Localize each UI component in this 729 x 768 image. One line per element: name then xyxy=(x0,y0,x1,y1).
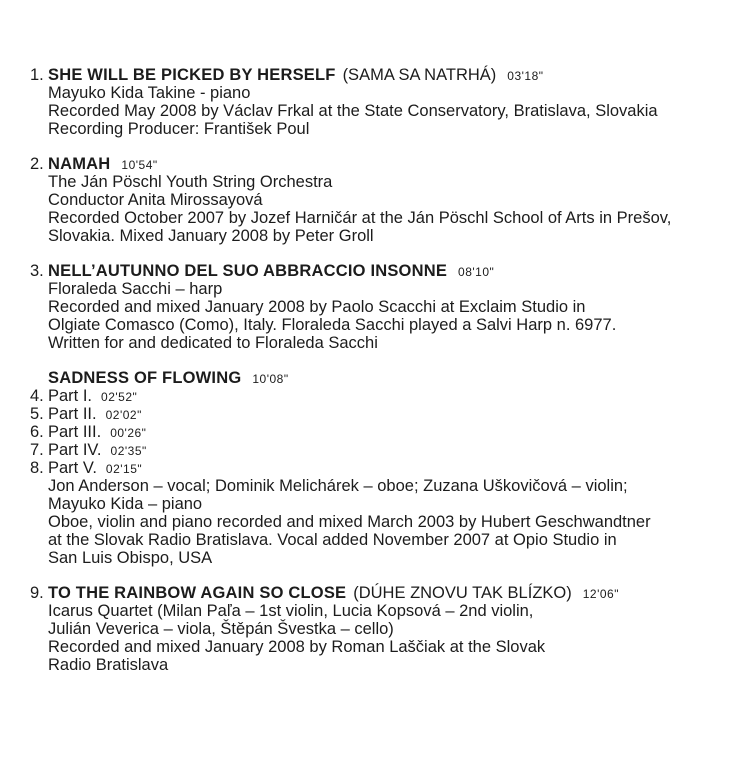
track-title-line xyxy=(30,262,709,280)
track-detail-line: Conductor Anita Mirossayová xyxy=(48,191,263,209)
track-subtitle: (DÚHE ZNOVU TAK BLÍZKO) xyxy=(353,584,572,602)
track-title-line xyxy=(30,155,709,173)
track-title: SHE WILL BE PICKED BY HERSELF xyxy=(48,66,336,84)
track-title: TO THE RAINBOW AGAIN SO CLOSE xyxy=(48,584,347,602)
part-duration: 00'26" xyxy=(110,426,147,440)
suite-title-line xyxy=(30,369,709,387)
track-detail-line: Floraleda Sacchi – harp xyxy=(48,280,223,298)
track-duration: 03'18" xyxy=(507,69,544,83)
track-title-line xyxy=(30,66,709,84)
track-detail-line: Radio Bratislava xyxy=(48,656,169,674)
part-title: Part V. xyxy=(48,459,97,477)
track-number: 9. xyxy=(30,584,44,602)
suite-part-line xyxy=(30,387,709,405)
suite-block-sadness-of-flowing xyxy=(30,369,709,567)
track-title-line xyxy=(30,584,709,602)
suite-detail-line: Mayuko Kida – piano xyxy=(48,495,203,513)
part-duration: 02'02" xyxy=(105,408,142,422)
track-number: 3. xyxy=(30,262,44,280)
suite-detail-line: Oboe, violin and piano recorded and mixed March 2003 by Hubert Geschwandtner xyxy=(48,513,651,531)
suite-part-line xyxy=(30,405,709,423)
track-detail-line: Julián Veverica – viola, Štěpán Švestka – cello) xyxy=(48,620,394,638)
track-subtitle: (SAMA SA NATRHÁ) xyxy=(342,66,497,84)
part-duration: 02'35" xyxy=(110,444,147,458)
track-title: NELL’AUTUNNO DEL SUO ABBRACCIO INSONNE xyxy=(48,262,448,280)
track-detail-line: Recording Producer: František Poul xyxy=(48,120,310,138)
part-number: 7. xyxy=(30,441,44,459)
suite-detail-line: Jon Anderson – vocal; Dominik Melichárek – oboe; Zuzana Uškovičová – violin; xyxy=(48,477,628,495)
track-detail-line: Recorded October 2007 by Jozef Harničár at the Ján Pöschl School of Arts in Prešov, xyxy=(48,209,672,227)
suite-duration: 10'08" xyxy=(252,372,289,386)
part-title: Part IV. xyxy=(48,441,102,459)
track-detail-line: The Ján Pöschl Youth String Orchestra xyxy=(48,173,333,191)
suite-detail-line: at the Slovak Radio Bratislava. Vocal added November 2007 at Opio Studio in xyxy=(48,531,617,549)
track-detail-line: Icarus Quartet (Milan Paľa – 1st violin, Lucia Kopsová – 2nd violin, xyxy=(48,602,534,620)
track-detail-line: Recorded May 2008 by Václav Frkal at the State Conservatory, Bratislava, Slovakia xyxy=(48,102,658,120)
part-title: Part III. xyxy=(48,423,102,441)
track-detail-line: Olgiate Comasco (Como), Italy. Floraleda Sacchi played a Salvi Harp n. 6977. xyxy=(48,316,617,334)
track-duration: 12'06" xyxy=(582,587,619,601)
track-duration: 10'54" xyxy=(121,158,158,172)
part-duration: 02'52" xyxy=(101,390,138,404)
suite-title: SADNESS OF FLOWING xyxy=(48,369,242,387)
track-block-2 xyxy=(30,155,709,245)
track-title: NAMAH xyxy=(48,155,111,173)
suite-part-line xyxy=(30,423,709,441)
track-detail-line: Mayuko Kida Takine - piano xyxy=(48,84,251,102)
track-block-3 xyxy=(30,262,709,352)
track-number: 1. xyxy=(30,66,44,84)
track-duration: 08'10" xyxy=(458,265,495,279)
part-title: Part II. xyxy=(48,405,97,423)
track-detail-line: Slovakia. Mixed January 2008 by Peter Groll xyxy=(48,227,374,245)
part-duration: 02'15" xyxy=(105,462,143,476)
part-number: 8. xyxy=(30,459,44,477)
track-block-1 xyxy=(30,66,709,138)
track-detail-line: Written for and dedicated to Floraleda Sacchi xyxy=(48,334,378,352)
suite-part-line xyxy=(30,459,709,477)
part-number: 4. xyxy=(30,387,44,405)
track-detail-line: Recorded and mixed January 2008 by Roman Laščiak at the Slovak xyxy=(48,638,546,656)
track-block-9 xyxy=(30,584,709,674)
part-number: 5. xyxy=(30,405,44,423)
part-title: Part I. xyxy=(48,387,93,405)
suite-part-line xyxy=(30,441,709,459)
suite-detail-line: San Luis Obispo, USA xyxy=(48,549,213,567)
part-number: 6. xyxy=(30,423,44,441)
track-number: 2. xyxy=(30,155,44,173)
track-detail-line: Recorded and mixed January 2008 by Paolo Scacchi at Exclaim Studio in xyxy=(48,298,586,316)
